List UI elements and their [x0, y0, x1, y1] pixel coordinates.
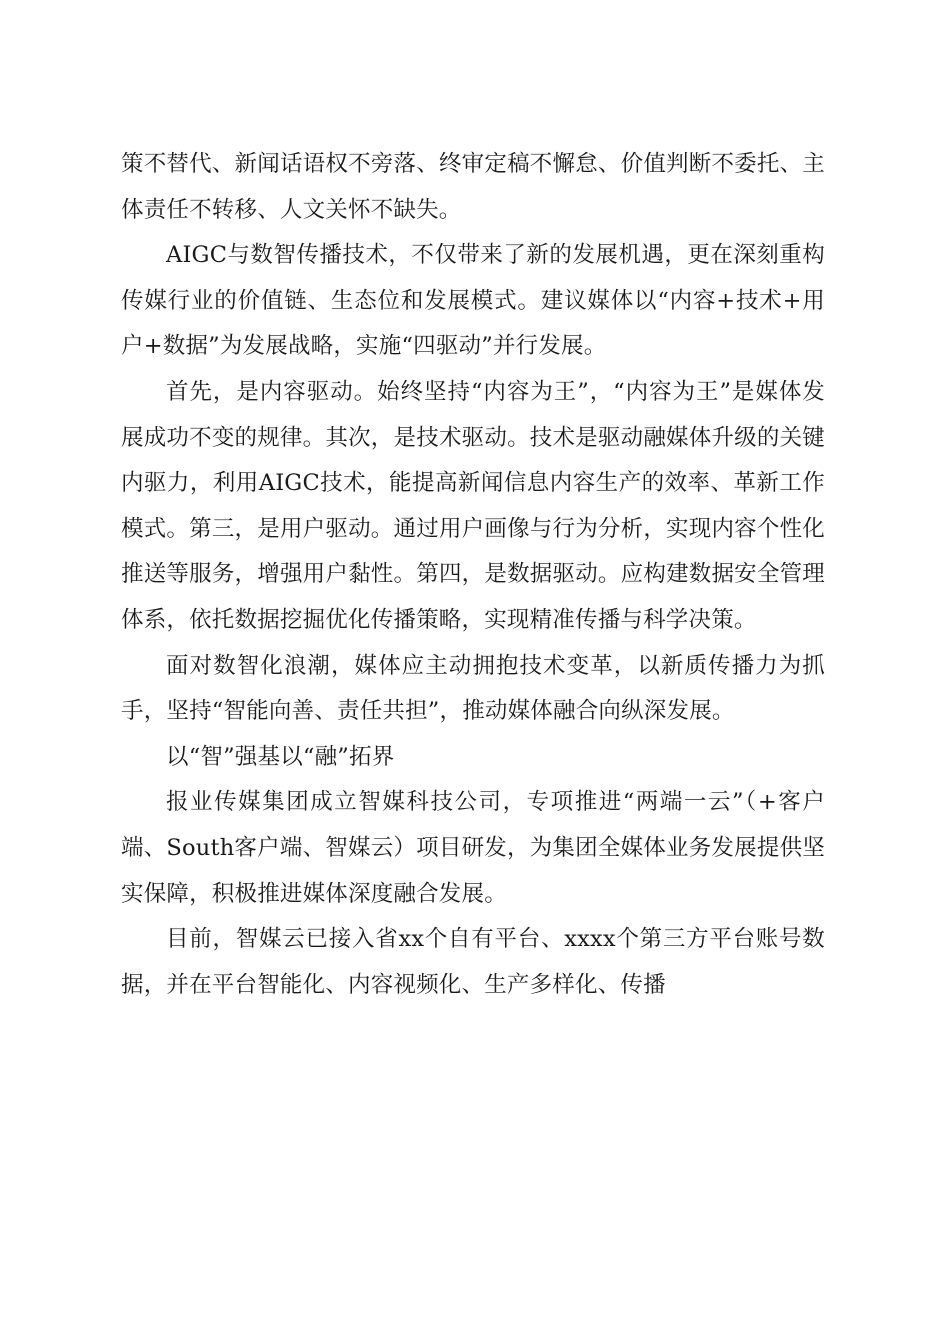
paragraph-smart-media-company: 报业传媒集团成立智媒科技公司，专项推进“两端一云”（+客户端、South客户端、智媒云）项目研发，为集团全媒体业务发展提供坚实保障，积极推进媒体深度融合发展。: [121, 789, 825, 907]
paragraph-continued: 策不替代、新闻话语权不旁落、终审定稿不懈怠、价值判断不委托、主体责任不转移、人文关怀不缺失。: [121, 151, 825, 223]
paragraph-aigc: AIGC与数智传播技术，不仅带来了新的发展机遇，更在深刻重构传媒行业的价值链、生态位和发展模式。建议媒体以“内容+技术+用户+数据”为发展战略，实施“四驱动”并行发展。: [121, 242, 825, 360]
paragraph-smart-media-cloud: 目前，智媒云已接入省xx个自有平台、xxxx个第三方平台账号数据，并在平台智能化、内容视频化、生产多样化、传播: [121, 926, 825, 998]
paragraph-four-drivers: 首先，是内容驱动。始终坚持“内容为王”，“内容为王”是媒体发展成功不变的规律。其次，是技术驱动。技术是驱动融媒体升级的关键内驱力，利用AIGC技术，能提高新闻信息内容生产的效率、革新工作模式。第三，是用户驱动。通过用户画像与行为分析，实现内容个性化推送等服务，增强用户黏性。第四，是数据驱动。应构建数据安全管理体系，依托数据挖掘优化传播策略，实现精准传播与科学决策。: [121, 378, 825, 633]
paragraph-conclusion: 面对数智化浪潮，媒体应主动拥抱技术变革，以新质传播力为抓手，坚持“智能向善、责任共担”，推动媒体融合向纵深发展。: [121, 652, 825, 725]
section-heading: 以“智”强基以“融”拓界: [166, 743, 395, 770]
document-body: [121, 142, 825, 1008]
